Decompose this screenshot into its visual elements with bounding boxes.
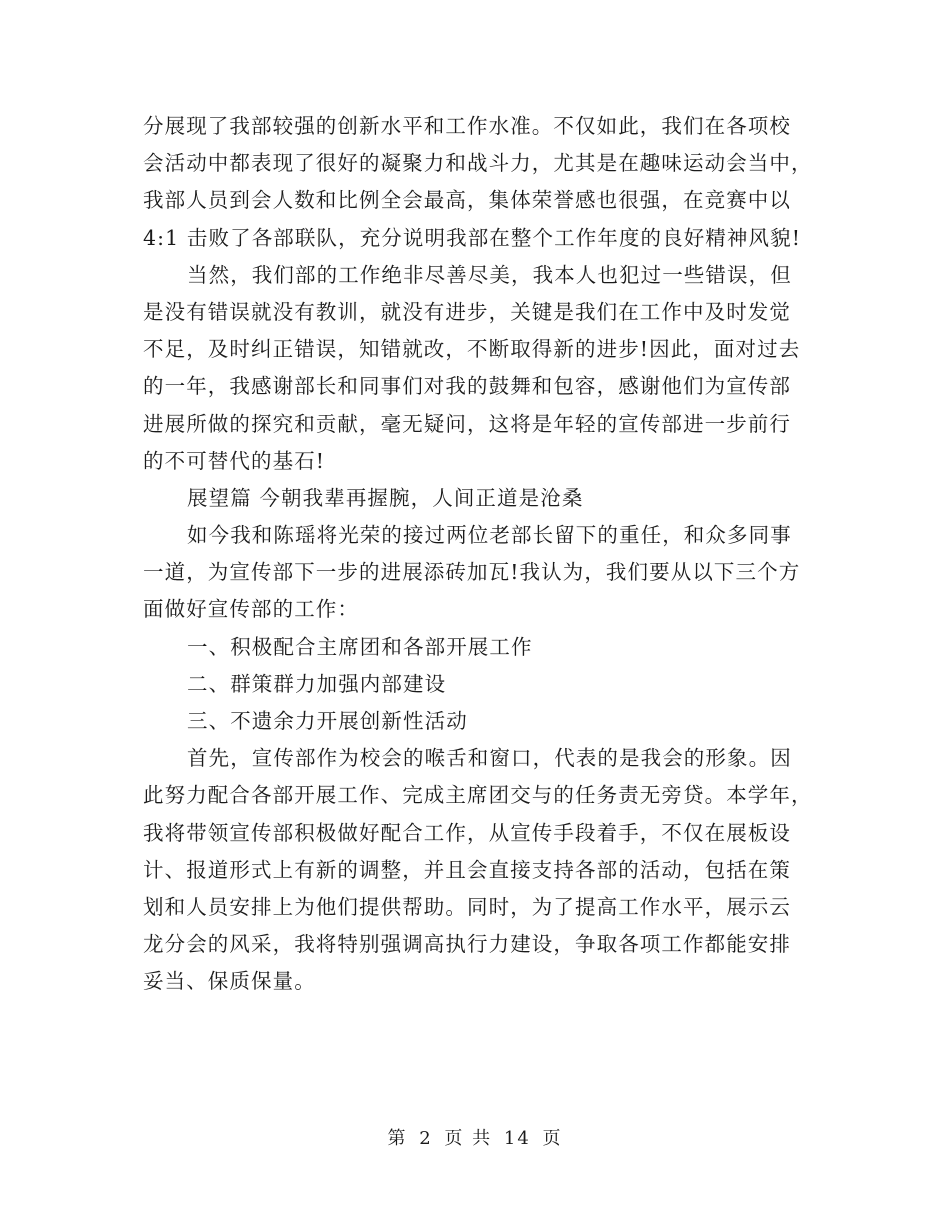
- document-body: [143, 108, 813, 1001]
- body-line: 妥当、保质保量。: [143, 969, 316, 994]
- body-line: 面做好宣传部的工作：: [143, 597, 359, 622]
- body-line: 的不可替代的基石!: [143, 448, 326, 473]
- body-line: 是没有错误就没有教训，就没有进步，关键是我们在工作中及时发觉: [143, 299, 791, 324]
- paragraph-first-line: 如今我和陈瑶将光荣的接过两位老部长留下的重任，和众多同事: [187, 523, 792, 548]
- list-item: 二、群策群力加强内部建设: [187, 671, 447, 696]
- page-label-mid: 页 共: [444, 1128, 493, 1149]
- page-label-suffix: 页: [542, 1128, 563, 1149]
- body-line: 分展现了我部较强的创新水平和工作水准。不仅如此，我们在各项校: [143, 114, 791, 138]
- list-item: 三、不遗余力开展创新性活动: [187, 709, 468, 733]
- body-line: 4:1 击败了各部联队，充分说明我部在整个工作年度的良好精神风貌!: [143, 225, 802, 250]
- body-line: 我将带领宣传部积极做好配合工作，从宣传手段着手，不仅在展板设: [143, 820, 791, 845]
- body-line: 划和人员安排上为他们提供帮助。同时，为了提高工作水平，展示云: [143, 894, 791, 919]
- page-label-prefix: 第: [387, 1128, 408, 1149]
- current-page-number: 2: [419, 1128, 433, 1149]
- body-line: 会活动中都表现了很好的凝聚力和战斗力，尤其是在趣味运动会当中，: [143, 151, 813, 176]
- section-heading: 展望篇 今朝我辈再握腕，人间正道是沧桑: [187, 485, 584, 510]
- body-line: 龙分会的风采，我将特别强调高执行力建设，争取各项工作都能安排: [143, 932, 791, 957]
- paragraph-first-line: 首先，宣传部作为校会的喉舌和窗口，代表的是我会的形象。因: [187, 746, 792, 771]
- body-line: 我部人员到会人数和比例全会最高，集体荣誉感也很强，在竞赛中以: [143, 188, 791, 213]
- page-footer: [0, 1124, 950, 1150]
- body-line: 一道，为宣传部下一步的进展添砖加瓦!我认为，我们要从以下三个方: [143, 560, 801, 585]
- body-line: 此努力配合各部开展工作、完成主席团交与的任务责无旁贷。本学年，: [143, 783, 813, 808]
- body-line: 不足，及时纠正错误，知错就改，不断取得新的进步!因此，面对过去: [143, 337, 801, 362]
- list-item: 一、积极配合主席团和各部开展工作: [187, 634, 533, 659]
- body-line: 的一年，我感谢部长和同事们对我的鼓舞和包容，感谢他们为宣传部: [143, 374, 791, 399]
- body-line: 计、报道形式上有新的调整，并且会直接支持各部的活动，包括在策: [143, 857, 791, 882]
- total-pages-number: 14: [503, 1128, 531, 1149]
- body-line: 进展所做的探究和贡献，毫无疑问，这将是年轻的宣传部进一步前行: [143, 411, 791, 436]
- paragraph-first-line: 当然，我们部的工作绝非尽善尽美，我本人也犯过一些错误，但: [187, 262, 792, 287]
